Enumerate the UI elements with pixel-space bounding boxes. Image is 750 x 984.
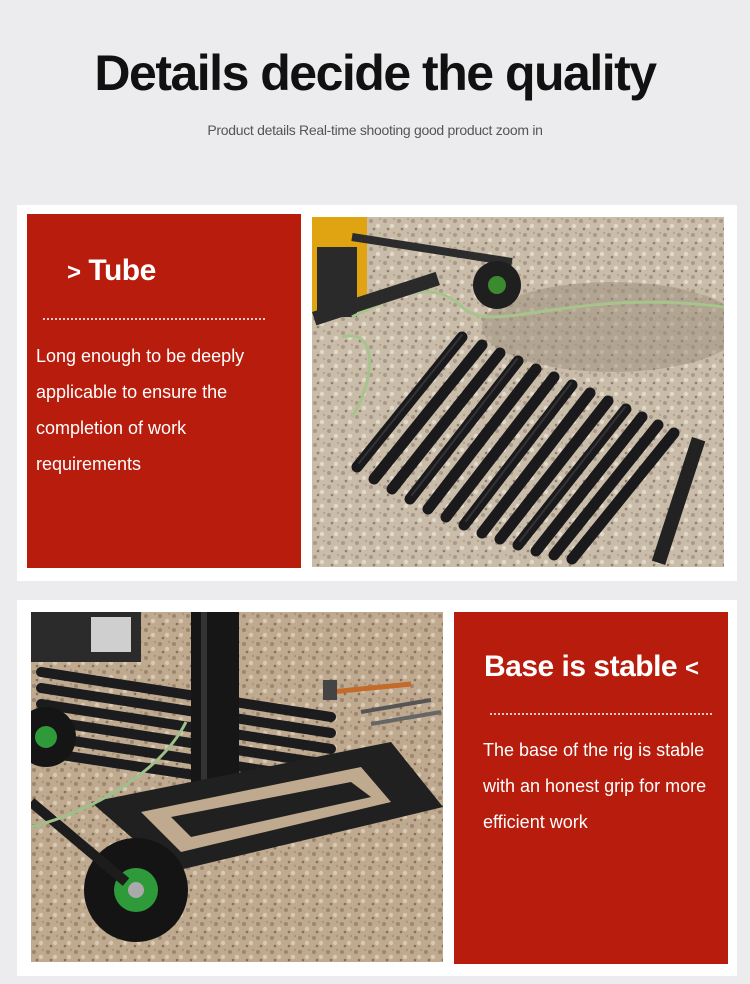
drill-rods-photo — [312, 217, 724, 567]
feature-title — [484, 650, 698, 684]
feature-title-text: Base is stable — [484, 650, 678, 683]
dotted-divider — [43, 318, 265, 320]
drill-rods-illustration — [312, 217, 724, 567]
drill-rig-base-illustration — [31, 612, 443, 962]
detail-card-base — [17, 600, 737, 976]
page-header — [0, 0, 750, 200]
detail-card-tube — [17, 205, 737, 581]
dotted-divider — [490, 713, 712, 715]
feature-title — [67, 254, 156, 288]
feature-panel-tube — [27, 214, 301, 568]
feature-panel-base — [454, 612, 728, 964]
feature-description: The base of the rig is stable with an honest grip for more efficient work — [483, 740, 707, 832]
drill-rig-base-photo — [31, 612, 443, 962]
page-subtitle: Product details Real-time shooting good product zoom in — [207, 122, 543, 138]
arrow-left-icon: < — [684, 655, 699, 682]
feature-description: Long enough to be deeply applicable to ensure the completion of work requirements — [36, 346, 245, 474]
arrow-right-icon: > — [67, 259, 81, 286]
page-title: Details decide the quality — [94, 45, 656, 101]
feature-title-text: Tube — [88, 254, 156, 287]
